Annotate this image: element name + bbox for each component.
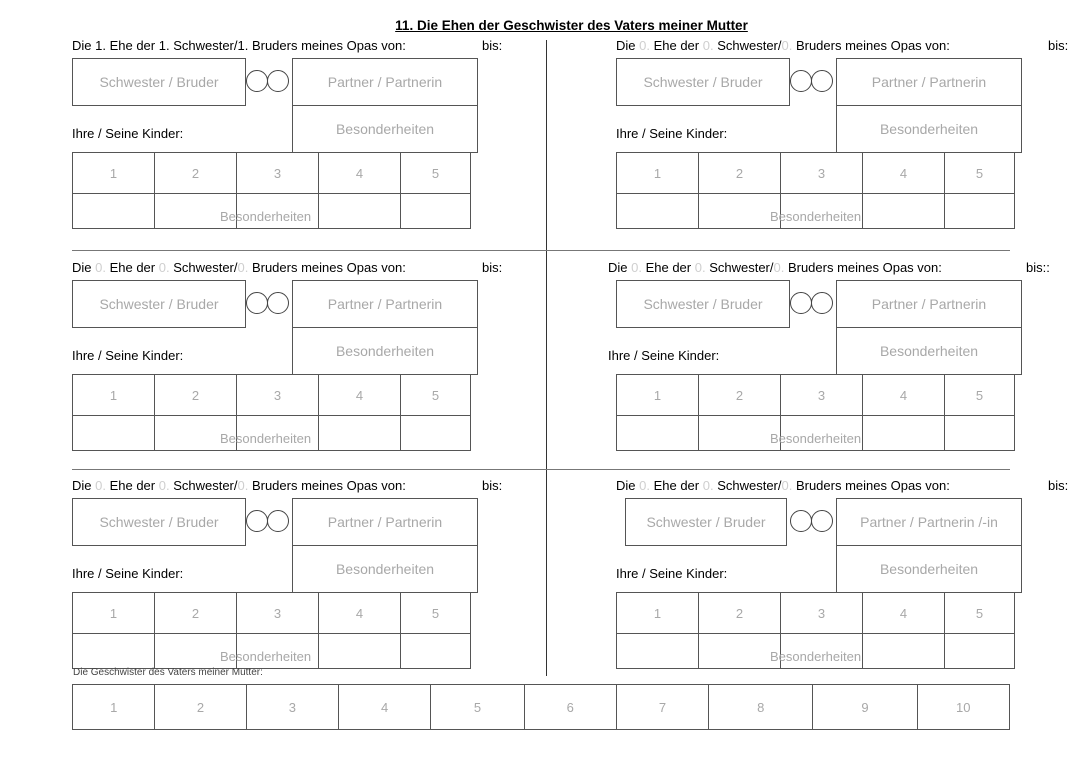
marriage-number: 0. xyxy=(95,478,106,493)
children-label: Ihre / Seine Kinder: xyxy=(72,126,184,141)
notes-field[interactable]: Besonderheiten xyxy=(292,105,478,153)
child-cell[interactable]: 4 xyxy=(863,375,945,416)
sibling-cell[interactable]: 5 xyxy=(431,685,524,730)
child-cell[interactable]: 1 xyxy=(73,593,155,634)
partner-field[interactable]: Partner / Partnerin /-in xyxy=(836,498,1022,546)
marriage-header: Die 0. Ehe der 0. Schwester/0. Bruders meines Opas von: xyxy=(616,478,950,493)
wedding-ring-icon xyxy=(811,70,833,92)
child-note-cell[interactable] xyxy=(699,194,781,229)
sibling-cell[interactable]: 10 xyxy=(917,685,1009,730)
child-note-cell[interactable] xyxy=(401,194,471,229)
children-label: Ihre / Seine Kinder: xyxy=(72,566,184,581)
sibling-number: 0. xyxy=(781,478,793,493)
bis-label: bis: xyxy=(1048,478,1069,493)
wedding-ring-icon xyxy=(246,70,268,92)
child-note-cell[interactable] xyxy=(73,194,155,229)
wedding-ring-icon xyxy=(790,292,812,314)
notes-field[interactable]: Besonderheiten xyxy=(292,545,478,593)
marriage-header: Die 0. Ehe der 0. Schwester/0. Bruders meines Opas von: xyxy=(616,38,950,53)
sibling-field[interactable]: Schwester / Bruder xyxy=(72,58,246,106)
sibling-cell[interactable]: 2 xyxy=(155,685,246,730)
sibling-field[interactable]: Schwester / Bruder xyxy=(625,498,787,546)
wedding-ring-icon xyxy=(811,292,833,314)
child-cell[interactable]: 5 xyxy=(401,153,471,194)
sibling-number: 0. xyxy=(237,260,249,275)
child-cell[interactable]: 3 xyxy=(237,375,319,416)
sibling-field[interactable]: Schwester / Bruder xyxy=(72,498,246,546)
sibling-cell[interactable]: 8 xyxy=(709,685,813,730)
wedding-ring-icon xyxy=(267,510,289,532)
sibling-number: 0. xyxy=(702,478,714,493)
marriage-header: Die 0. Ehe der 0. Schwester/0. Bruders meines Opas von: xyxy=(72,260,406,275)
child-cell[interactable]: 4 xyxy=(863,593,945,634)
wedding-ring-icon xyxy=(790,510,812,532)
bis-label: bis: xyxy=(1048,38,1069,53)
marriage-number: 0. xyxy=(639,478,650,493)
child-cell[interactable]: 5 xyxy=(945,153,1015,194)
page-title: 11. Die Ehen der Geschwister des Vaters meiner Mutter xyxy=(395,18,748,33)
child-note-cell[interactable] xyxy=(699,416,781,451)
child-cell[interactable]: 1 xyxy=(617,593,699,634)
bis-label: bis: xyxy=(482,478,503,493)
child-note-cell[interactable] xyxy=(73,416,155,451)
wedding-ring-icon xyxy=(246,510,268,532)
partner-field[interactable]: Partner / Partnerin xyxy=(292,280,478,328)
child-notes-label: Besonderheiten xyxy=(770,649,862,664)
center-divider xyxy=(546,40,547,676)
sibling-number: 0. xyxy=(781,38,793,53)
sibling-cell[interactable]: 1 xyxy=(73,685,155,730)
child-cell[interactable]: 4 xyxy=(319,375,401,416)
wedding-ring-icon xyxy=(267,70,289,92)
child-note-cell[interactable] xyxy=(617,194,699,229)
child-note-cell[interactable] xyxy=(945,634,1015,669)
row-divider-1 xyxy=(72,250,1010,251)
sibling-cell[interactable]: 9 xyxy=(813,685,917,730)
partner-field[interactable]: Partner / Partnerin xyxy=(292,498,478,546)
siblings-row xyxy=(72,684,1010,730)
marriage-number: 0. xyxy=(95,260,106,275)
partner-field[interactable]: Partner / Partnerin xyxy=(292,58,478,106)
child-note-cell[interactable] xyxy=(945,194,1015,229)
bis-label: bis: xyxy=(482,38,503,53)
marriage-header: Die 1. Ehe der 1. Schwester/1. Bruders meines Opas von: xyxy=(72,38,406,53)
child-cell[interactable]: 1 xyxy=(617,375,699,416)
sibling-number: 1. xyxy=(158,38,170,53)
child-notes-label: Besonderheiten xyxy=(770,209,862,224)
child-cell[interactable]: 5 xyxy=(945,593,1015,634)
sibling-number: 0. xyxy=(694,260,706,275)
child-cell[interactable]: 2 xyxy=(155,593,237,634)
child-cell[interactable]: 1 xyxy=(73,375,155,416)
child-note-cell[interactable] xyxy=(73,634,155,669)
child-note-cell[interactable] xyxy=(699,634,781,669)
notes-field[interactable]: Besonderheiten xyxy=(836,327,1022,375)
partner-field[interactable]: Partner / Partnerin xyxy=(836,280,1022,328)
child-cell[interactable]: 1 xyxy=(617,153,699,194)
child-notes-label: Besonderheiten xyxy=(220,649,312,664)
sibling-field[interactable]: Schwester / Bruder xyxy=(616,280,790,328)
wedding-ring-icon xyxy=(267,292,289,314)
child-cell[interactable]: 1 xyxy=(73,153,155,194)
child-cell[interactable]: 5 xyxy=(401,375,471,416)
child-cell[interactable]: 2 xyxy=(699,593,781,634)
marriage-number: 1. xyxy=(95,38,106,53)
children-label: Ihre / Seine Kinder: xyxy=(616,566,728,581)
children-label: Ihre / Seine Kinder: xyxy=(608,348,720,363)
sibling-number: 0. xyxy=(237,478,249,493)
child-cell[interactable]: 2 xyxy=(155,375,237,416)
partner-field[interactable]: Partner / Partnerin xyxy=(836,58,1022,106)
child-cell[interactable]: 2 xyxy=(699,375,781,416)
child-note-cell[interactable] xyxy=(863,194,945,229)
bis-label: bis:: xyxy=(1026,260,1050,275)
sibling-number: 0. xyxy=(773,260,785,275)
marriage-header: Die 0. Ehe der 0. Schwester/0. Bruders meines Opas von: xyxy=(608,260,942,275)
child-note-cell[interactable] xyxy=(617,416,699,451)
bis-label: bis: xyxy=(482,260,503,275)
child-cell[interactable]: 5 xyxy=(945,375,1015,416)
child-cell[interactable]: 5 xyxy=(401,593,471,634)
sibling-number: 0. xyxy=(702,38,714,53)
child-cell[interactable]: 4 xyxy=(863,153,945,194)
sibling-cell[interactable]: 3 xyxy=(246,685,338,730)
child-note-cell[interactable] xyxy=(617,634,699,669)
sibling-field[interactable]: Schwester / Bruder xyxy=(72,280,246,328)
child-cell[interactable]: 3 xyxy=(237,593,319,634)
child-cell[interactable]: 3 xyxy=(781,375,863,416)
wedding-ring-icon xyxy=(811,510,833,532)
child-note-cell[interactable] xyxy=(863,634,945,669)
child-cell[interactable]: 4 xyxy=(319,153,401,194)
child-note-cell[interactable] xyxy=(319,194,401,229)
row-divider-2 xyxy=(72,469,1010,470)
child-note-cell[interactable] xyxy=(401,634,471,669)
child-cell[interactable]: 2 xyxy=(699,153,781,194)
children-label: Ihre / Seine Kinder: xyxy=(72,348,184,363)
sibling-number: 0. xyxy=(158,478,170,493)
marriage-number: 0. xyxy=(631,260,642,275)
notes-field[interactable]: Besonderheiten xyxy=(292,327,478,375)
child-cell[interactable]: 3 xyxy=(237,153,319,194)
child-cell[interactable]: 3 xyxy=(781,593,863,634)
marriage-number: 0. xyxy=(639,38,650,53)
sibling-number: 0. xyxy=(158,260,170,275)
child-cell[interactable]: 3 xyxy=(781,153,863,194)
children-label: Ihre / Seine Kinder: xyxy=(616,126,728,141)
child-note-cell[interactable] xyxy=(401,416,471,451)
sibling-cell[interactable]: 6 xyxy=(524,685,616,730)
sibling-cell[interactable]: 7 xyxy=(616,685,708,730)
sibling-number: 1. xyxy=(237,38,249,53)
child-notes-label: Besonderheiten xyxy=(220,431,312,446)
sibling-field[interactable]: Schwester / Bruder xyxy=(616,58,790,106)
sibling-cell[interactable]: 4 xyxy=(338,685,430,730)
child-note-cell[interactable] xyxy=(863,416,945,451)
child-note-cell[interactable] xyxy=(319,416,401,451)
siblings-label: Die Geschwister des Vaters meiner Mutter: xyxy=(73,667,263,678)
child-note-cell[interactable] xyxy=(945,416,1015,451)
wedding-ring-icon xyxy=(790,70,812,92)
child-notes-label: Besonderheiten xyxy=(770,431,862,446)
child-note-cell[interactable] xyxy=(319,634,401,669)
child-cell[interactable]: 4 xyxy=(319,593,401,634)
notes-field[interactable]: Besonderheiten xyxy=(836,105,1022,153)
child-cell[interactable]: 2 xyxy=(155,153,237,194)
wedding-ring-icon xyxy=(246,292,268,314)
notes-field[interactable]: Besonderheiten xyxy=(836,545,1022,593)
marriage-header: Die 0. Ehe der 0. Schwester/0. Bruders meines Opas von: xyxy=(72,478,406,493)
child-notes-label: Besonderheiten xyxy=(220,209,312,224)
